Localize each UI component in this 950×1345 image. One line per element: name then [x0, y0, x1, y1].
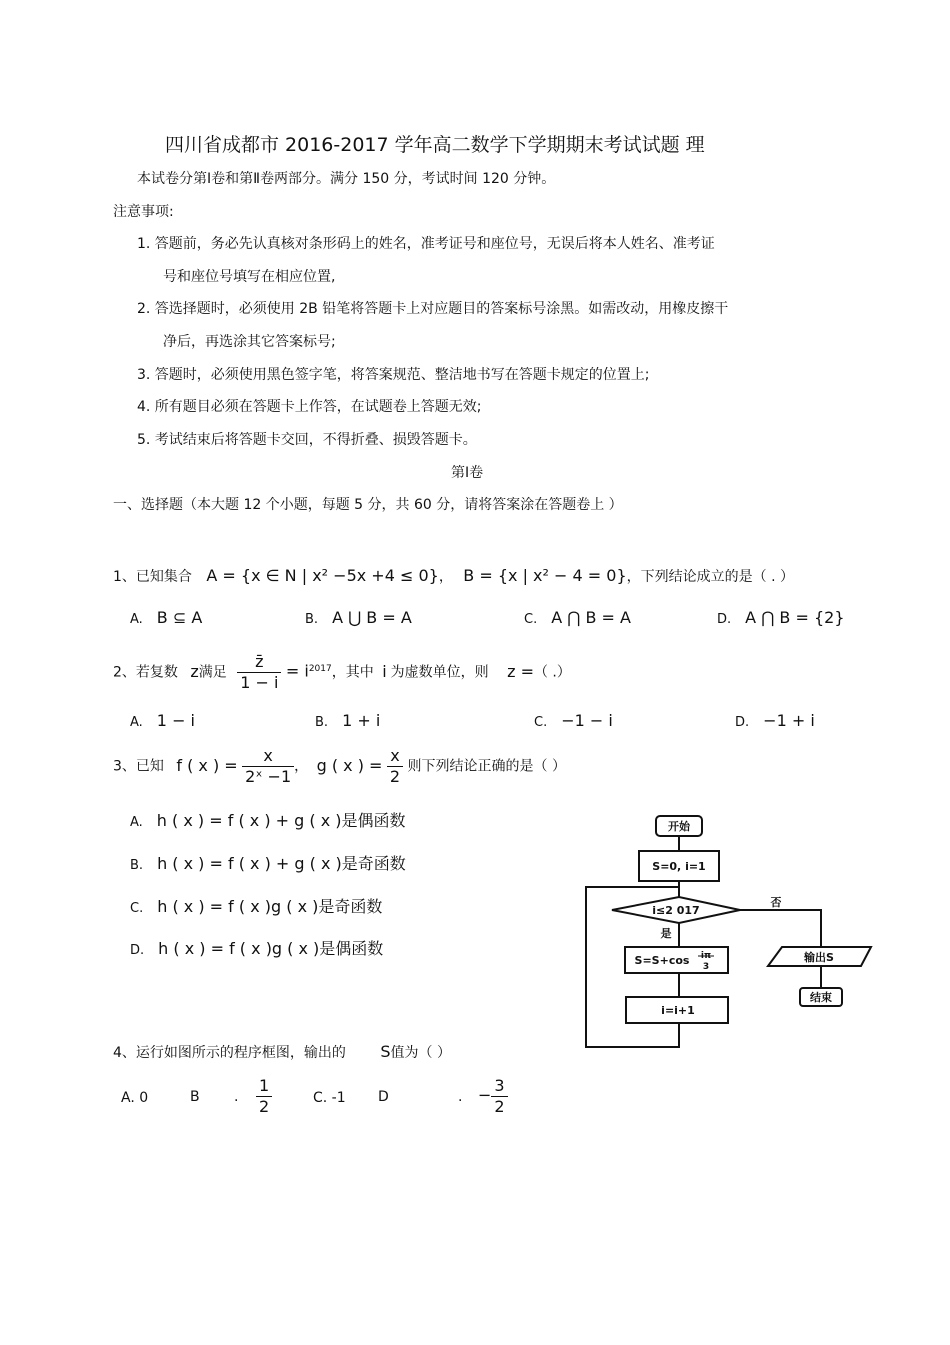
option-text: A. 0	[121, 1090, 149, 1106]
option-text: h ( x ) = f ( x ) + g ( x )是偶函数	[156, 811, 406, 830]
flowchart-process-numerator: iπ	[700, 951, 712, 961]
flowchart-init-label: S=0, i=1	[652, 860, 706, 873]
question-3	[113, 746, 566, 787]
flowchart-end-label: 结束	[810, 991, 832, 1004]
q3-g-lhs: g ( x ) =	[316, 755, 383, 775]
option-label: A.	[130, 815, 143, 830]
question-2	[113, 652, 571, 693]
option-text: −1 + i	[763, 711, 815, 730]
q3-g-denominator: 2	[389, 767, 401, 786]
q3-comma: ，	[294, 758, 309, 775]
q2-prefix: 2、若复数	[113, 664, 178, 681]
q2-mid2: ，其中	[331, 664, 374, 681]
flowchart-process-label: S=S+cos	[634, 954, 690, 967]
option-label: D.	[130, 943, 145, 958]
option-label: A.	[130, 715, 143, 730]
q3-option-b[interactable]	[130, 851, 406, 874]
q2-suffix: （ .）	[533, 664, 571, 681]
notice-item-2: 2. 答选择题时，必须使用 2B 铅笔将答题卡上对应题目的答案标号涂黑。如需改动，用橡皮擦干	[137, 301, 729, 317]
notice-item-1-cont: 号和座位号填写在相应位置,	[163, 269, 336, 285]
exam-intro: 本试卷分第Ⅰ卷和第Ⅱ卷两部分。满分 150 分，考试时间 120 分钟。	[137, 171, 556, 187]
q3-f-fraction	[242, 746, 294, 787]
notice-item-5: 5. 考试结束后将答题卡交回，不得折叠、损毁答题卡。	[137, 432, 477, 448]
q2-z-eq: z =	[507, 661, 534, 681]
option-label: D.	[717, 612, 732, 627]
option-label: B	[190, 1088, 200, 1105]
q4-option-d[interactable]	[378, 1076, 508, 1117]
page-title: 四川省成都市 2016-2017 学年高二数学下学期期末考试试题 理	[165, 134, 705, 156]
option-label: C.	[534, 715, 548, 730]
section-title: 第Ⅰ卷	[451, 465, 484, 481]
option-label: B.	[305, 612, 319, 627]
q3-suffix: 则下列结论正确的是（ ）	[407, 758, 566, 775]
option-text: B ⊆ A	[156, 608, 203, 627]
option-label: D	[378, 1088, 389, 1105]
option-text: h ( x ) = f ( x )g ( x )是奇函数	[157, 897, 383, 916]
q4-var-s: S	[380, 1042, 391, 1061]
flowchart-no-label: 否	[770, 896, 782, 909]
option-text: A ⋃ B = A	[332, 608, 412, 627]
flowchart-start-label: 开始	[668, 820, 690, 833]
notice-item-2-cont: 净后，再选涂其它答案标号;	[163, 334, 336, 350]
flowchart-yes-label: 是	[660, 927, 672, 940]
q4-suffix: 值为（ ）	[390, 1045, 451, 1061]
option-text: C. -1	[313, 1090, 346, 1106]
notice-item-1: 1. 答题前，务必先认真核对条形码上的姓名，准考证号和座位号，无误后将本人姓名、准考证	[137, 236, 715, 252]
option-label: A.	[130, 612, 143, 627]
q3-g-fraction	[387, 746, 403, 787]
q2-option-a[interactable]	[130, 711, 195, 730]
option-text: 1 + i	[342, 711, 381, 730]
option-text: h ( x ) = f ( x ) + g ( x )是奇函数	[157, 854, 406, 873]
q4-d-denominator: 2	[494, 1097, 505, 1116]
q3-option-c[interactable]	[130, 894, 382, 917]
q1-option-b[interactable]	[305, 608, 412, 627]
q1-suffix: ，下列结论成立的是（ . ）	[626, 569, 794, 585]
q3-f-lhs: f ( x ) =	[176, 755, 238, 775]
option-dot: .	[458, 1088, 463, 1105]
option-label: C.	[524, 612, 538, 627]
option-label: C.	[130, 901, 144, 916]
q2-option-b[interactable]	[315, 711, 380, 730]
q1-comma: ，	[438, 569, 453, 585]
q1-set-a: A = {x ∈ N | x² −5x +4 ≤ 0}	[206, 566, 439, 585]
q1-prefix: 1、已知集合	[113, 569, 192, 585]
flowchart-process-denominator: 3	[702, 962, 710, 972]
notice-heading: 注意事项:	[113, 204, 174, 220]
option-label: B.	[315, 715, 329, 730]
flowchart-increment-label: i=i+1	[661, 1004, 695, 1017]
q3-option-a[interactable]	[130, 808, 406, 831]
question-4	[113, 1042, 451, 1062]
q2-var-z: z	[190, 661, 199, 681]
q2-option-d[interactable]	[735, 711, 815, 730]
flowchart-output-label: 输出S	[804, 951, 834, 964]
q3-option-d[interactable]	[130, 936, 383, 959]
q4-option-c[interactable]	[313, 1090, 346, 1106]
q4-option-a[interactable]	[121, 1090, 148, 1106]
q1-option-d[interactable]	[717, 608, 845, 627]
q2-mid1: 满足	[198, 664, 227, 681]
q4-b-numerator: 1	[256, 1076, 272, 1097]
q1-option-a[interactable]	[130, 608, 202, 627]
q4-b-denominator: 2	[259, 1097, 270, 1116]
q2-option-c[interactable]	[534, 711, 613, 730]
part-heading: 一、选择题（本大题 12 个小题，每题 5 分，共 60 分，请将答案涂在答题卷上 ）	[113, 497, 623, 513]
q4-b-fraction	[256, 1076, 272, 1117]
q2-fraction	[237, 652, 281, 693]
q3-f-numerator: x	[242, 746, 294, 767]
option-label: D.	[735, 715, 750, 730]
q1-option-c[interactable]	[524, 608, 631, 627]
q2-numerator: z̄	[237, 652, 281, 673]
q4-d-numerator: 3	[491, 1076, 507, 1097]
option-text: h ( x ) = f ( x )g ( x )是偶函数	[158, 939, 384, 958]
q4-text: 4、运行如图所示的程序框图，输出的	[113, 1045, 346, 1061]
q2-eq: = i	[285, 661, 309, 681]
notice-item-4: 4. 所有题目必须在答题卡上作答，在试题卷上答题无效;	[137, 399, 482, 415]
option-dot: .	[234, 1088, 239, 1105]
option-text: −1 − i	[561, 711, 613, 730]
q3-prefix: 3、已知	[113, 758, 164, 775]
q2-mid3: 为虚数单位，则	[390, 664, 489, 681]
q3-f-denominator: 2ˣ −1	[245, 767, 292, 786]
q2-var-i: i	[382, 661, 387, 681]
flowchart-condition-label: i≤2 017	[652, 904, 700, 917]
q4-option-b[interactable]	[190, 1076, 272, 1117]
program-flowchart	[578, 810, 878, 1055]
q4-d-fraction	[491, 1076, 507, 1117]
option-text: A ⋂ B = {2}	[745, 608, 845, 627]
q2-exponent: 2017	[308, 663, 332, 674]
option-text: A ⋂ B = A	[551, 608, 631, 627]
option-text: 1 − i	[156, 711, 195, 730]
question-1	[113, 566, 794, 586]
q1-set-b: B = {x | x² − 4 = 0}	[463, 566, 627, 585]
q2-denominator: 1 − i	[240, 673, 279, 692]
option-label: B.	[130, 858, 144, 873]
notice-item-3: 3. 答题时，必须使用黑色签字笔，将答案规范、整洁地书写在答题卡规定的位置上;	[137, 367, 650, 383]
q3-g-numerator: x	[387, 746, 403, 767]
q4-d-sign: −	[478, 1085, 492, 1105]
